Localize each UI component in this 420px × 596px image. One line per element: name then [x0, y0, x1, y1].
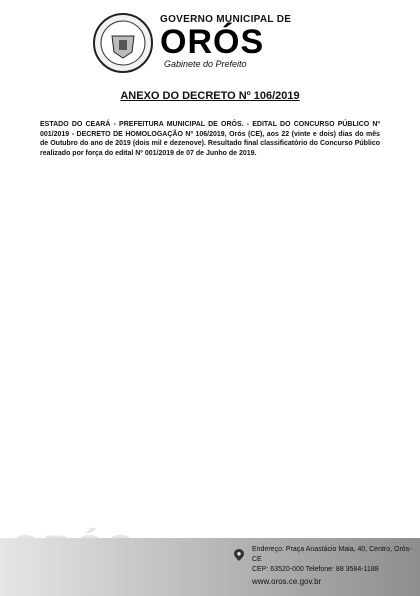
city-name: ORÓS	[160, 23, 265, 61]
footer-contact	[252, 545, 417, 575]
footer-website-link[interactable]: www.oros.ce.gov.br	[252, 577, 322, 586]
letterhead	[0, 10, 420, 78]
government-name-block	[160, 14, 360, 69]
decree-intro-paragraph: ESTADO DO CEARÁ - PREFEITURA MUNICIPAL DE ORÓS. - EDITAL DO CONCURSO PÚBLICO Nº 001/2019 - DECRETO DE HOMOLOGAÇÃO Nº 106/2019, Orós (CE), aos 22 (vinte e dois) dias do mês de Outubro do ano de 2019 (dois mil e dezenove). Resultado final classificatório do Concurso Público realizado por força do edital Nº 001/2019 de 07 de Junho de 2019.	[40, 121, 380, 157]
location-pin-icon	[232, 548, 246, 562]
footer-address: Endereço: Praça Anastácio Maia, 40, Centro, Orós-CE	[252, 546, 412, 563]
footer-cep-phone: CEP: 63520-000 Telefone: 88 3584-1188	[252, 566, 379, 573]
decree-title: ANEXO DO DECRETO Nº 106/2019	[120, 90, 300, 102]
office-tagline: Gabinete do Prefeito	[164, 59, 247, 69]
municipal-seal-icon	[92, 12, 154, 74]
decree-body	[40, 120, 380, 158]
government-line: GOVERNO MUNICIPAL DE	[160, 14, 292, 25]
